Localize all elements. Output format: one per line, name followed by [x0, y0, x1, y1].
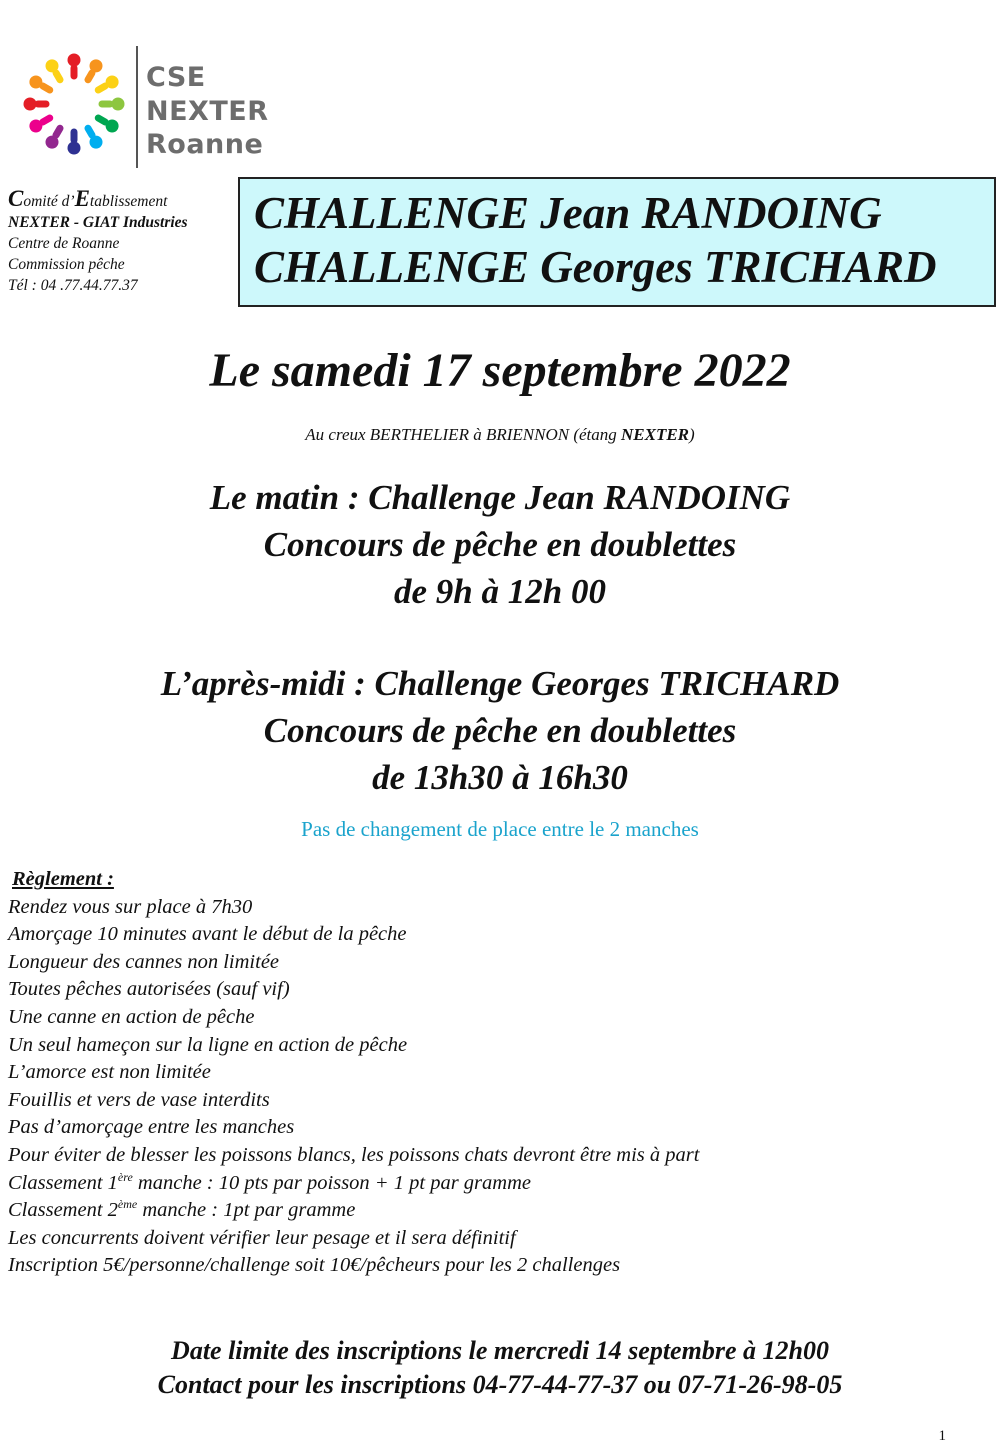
- no-change-note: Pas de changement de place entre le 2 manches: [301, 817, 699, 841]
- title-line-1: CHALLENGE Jean RANDOING: [254, 188, 882, 238]
- rule-item: Pas d’amorçage entre les manches: [8, 1116, 295, 1139]
- registration-deadline: Date limite des inscriptions le mercredi 14 septembre à 12h00: [171, 1336, 829, 1365]
- person-body-icon: [43, 86, 50, 90]
- rule-item: Amorçage 10 minutes avant le début de la pêche: [8, 923, 407, 946]
- person-body-icon: [98, 86, 105, 90]
- org-company: NEXTER - GIAT Industries: [8, 214, 188, 231]
- morning-title: Le matin : Challenge Jean RANDOING: [209, 478, 791, 517]
- rule-item: L’amorce est non limitée: [8, 1061, 211, 1084]
- rule-item: Un seul hameçon sur la ligne en action de pêche: [8, 1033, 408, 1056]
- rule-item: Longueur des cannes non limitée: [8, 950, 280, 973]
- person-body-icon: [98, 118, 105, 122]
- rules-heading: Règlement :: [12, 868, 114, 890]
- logo-text-roanne: Roanne: [146, 129, 264, 160]
- person-body-icon: [88, 73, 92, 80]
- person-body-icon: [88, 128, 92, 135]
- registration-contact: Contact pour les inscriptions 04-77-44-77-37 ou 07-71-26-98-05: [157, 1370, 843, 1399]
- afternoon-hours: de 13h30 à 16h30: [372, 758, 628, 797]
- logo-divider: [136, 46, 138, 168]
- rule-classement-1: Classement 1ère manche : 10 pts par poisson + 1 pt par gramme: [8, 1169, 531, 1194]
- afternoon-title: L’après-midi : Challenge Georges TRICHARD: [160, 664, 840, 703]
- person-body-icon: [56, 128, 60, 135]
- org-phone: Tél : 04 .77.44.77.37: [8, 277, 138, 294]
- rule-item: Toutes pêches autorisées (sauf vif): [8, 978, 290, 1001]
- org-centre: Centre de Roanne: [8, 235, 120, 252]
- rule-item: Fouillis et vers de vase interdits: [8, 1088, 270, 1111]
- logo-text-cse: CSE: [146, 62, 206, 93]
- rule-classement-2: Classement 2ème manche : 1pt par gramme: [8, 1197, 356, 1222]
- org-comite-line: Comité d’Etablissement: [8, 186, 168, 211]
- org-commission: Commission pêche: [8, 256, 125, 273]
- morning-contest: Concours de pêche en doublettes: [263, 525, 737, 564]
- morning-hours: de 9h à 12h 00: [394, 572, 606, 611]
- rule-item: Inscription 5€/personne/challenge soit 10€/pêcheurs pour les 2 challenges: [8, 1254, 621, 1277]
- rule-item: Rendez vous sur place à 7h30: [8, 895, 253, 918]
- organisation-block: [8, 188, 188, 296]
- page-number: 1: [938, 1428, 946, 1444]
- rule-item: Une canne en action de pêche: [8, 1005, 255, 1028]
- event-location: Au creux BERTHELIER à BRIENNON (étang NEXTER): [305, 425, 695, 444]
- logo-text-nexter: NEXTER: [146, 96, 269, 127]
- afternoon-contest: Concours de pêche en doublettes: [263, 711, 737, 750]
- event-date: Le samedi 17 septembre 2022: [209, 344, 791, 397]
- people-circle-icon: [24, 54, 125, 155]
- person-body-icon: [43, 118, 50, 122]
- rule-item: Pour éviter de blesser les poissons blancs, les poissons chats devront être mis à part: [8, 1143, 700, 1166]
- title-box: [238, 177, 996, 307]
- title-line-2: CHALLENGE Georges TRICHARD: [254, 242, 937, 292]
- rules-section: [8, 866, 699, 1280]
- person-body-icon: [56, 73, 60, 80]
- rule-item: Les concurrents doivent vérifier leur pesage et il sera définitif: [8, 1226, 516, 1249]
